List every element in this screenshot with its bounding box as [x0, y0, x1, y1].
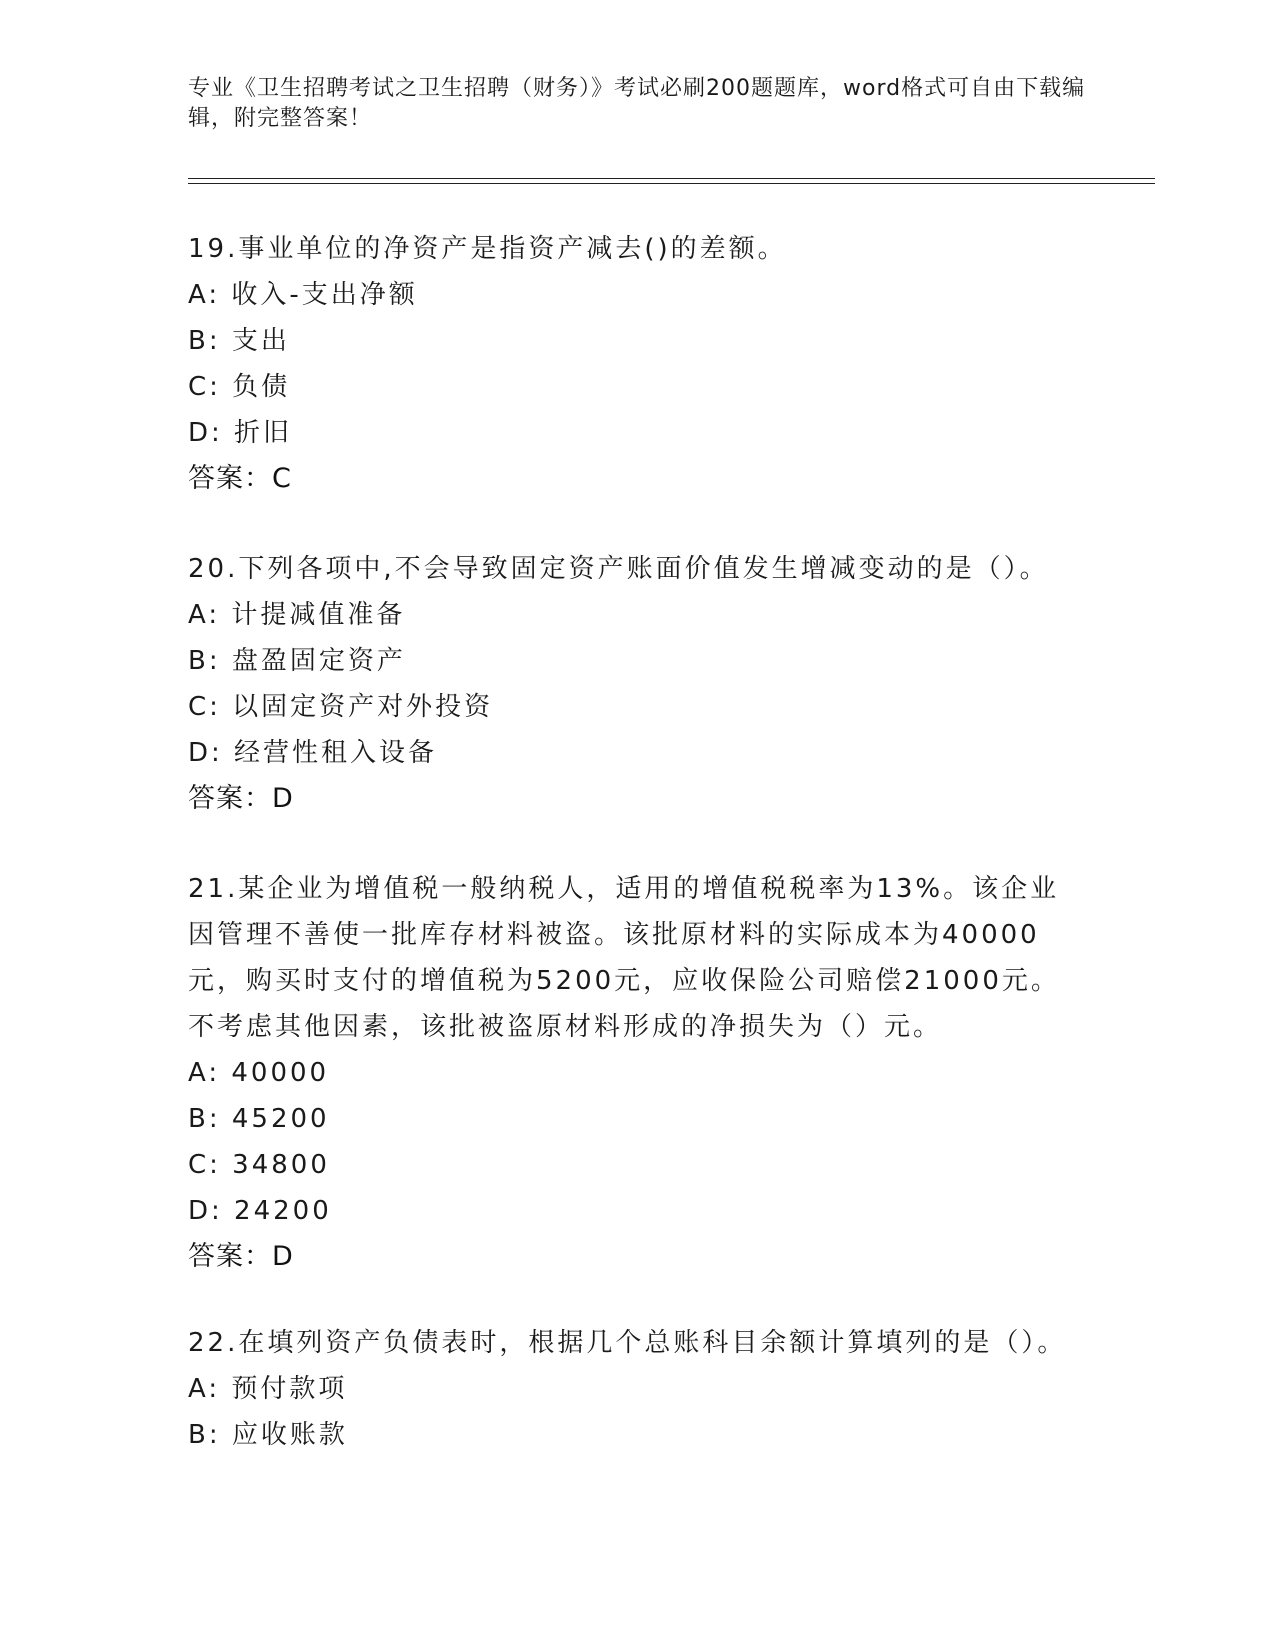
option-d: D: 经营性租入设备: [188, 738, 438, 768]
question-21: [188, 866, 1088, 1280]
question-stem: 20.下列各项中,不会导致固定资产账面价值发生增减变动的是（）。: [188, 554, 1049, 584]
question-19: [188, 226, 1088, 502]
option-a: A: 预付款项: [188, 1374, 348, 1404]
option-a: A: 40000: [188, 1058, 330, 1088]
option-d: D: 24200: [188, 1196, 332, 1226]
question-stem: 21.某企业为增值税一般纳税人，适用的增值税税率为13%。该企业因管理不善使一批库存材料被盗。该批原材料的实际成本为40000元，购买时支付的增值税为5200元，应收保险公司赔偿21000元。不考虑其他因素，该批被盗原材料形成的净损失为（）元。: [188, 874, 1060, 1042]
option-b: B: 45200: [188, 1104, 330, 1134]
question-stem: 22.在填列资产负债表时，根据几个总账科目余额计算填列的是（）。: [188, 1328, 1067, 1358]
option-d: D: 折旧: [188, 418, 293, 448]
answer: 答案：C: [188, 463, 292, 494]
option-b: B: 支出: [188, 326, 290, 356]
option-c: C: 以固定资产对外投资: [188, 692, 494, 722]
question-22: [188, 1320, 1088, 1458]
answer: 答案：D: [188, 783, 294, 814]
option-b: B: 盘盈固定资产: [188, 646, 406, 676]
question-20: [188, 546, 1088, 822]
option-c: C: 负债: [188, 372, 291, 402]
option-a: A: 收入-支出净额: [188, 280, 418, 310]
header-divider-bottom: [188, 183, 1155, 184]
option-b: B: 应收账款: [188, 1420, 348, 1450]
answer: 答案：D: [188, 1241, 294, 1272]
document-header: 专业《卫生招聘考试之卫生招聘（财务）》考试必刷200题题库，word格式可自由下载编辑，附完整答案！: [188, 76, 1086, 131]
question-stem: 19.事业单位的净资产是指资产减去()的差额。: [188, 234, 787, 264]
header-divider-top: [188, 178, 1155, 179]
option-a: A: 计提减值准备: [188, 600, 406, 630]
option-c: C: 34800: [188, 1150, 330, 1180]
